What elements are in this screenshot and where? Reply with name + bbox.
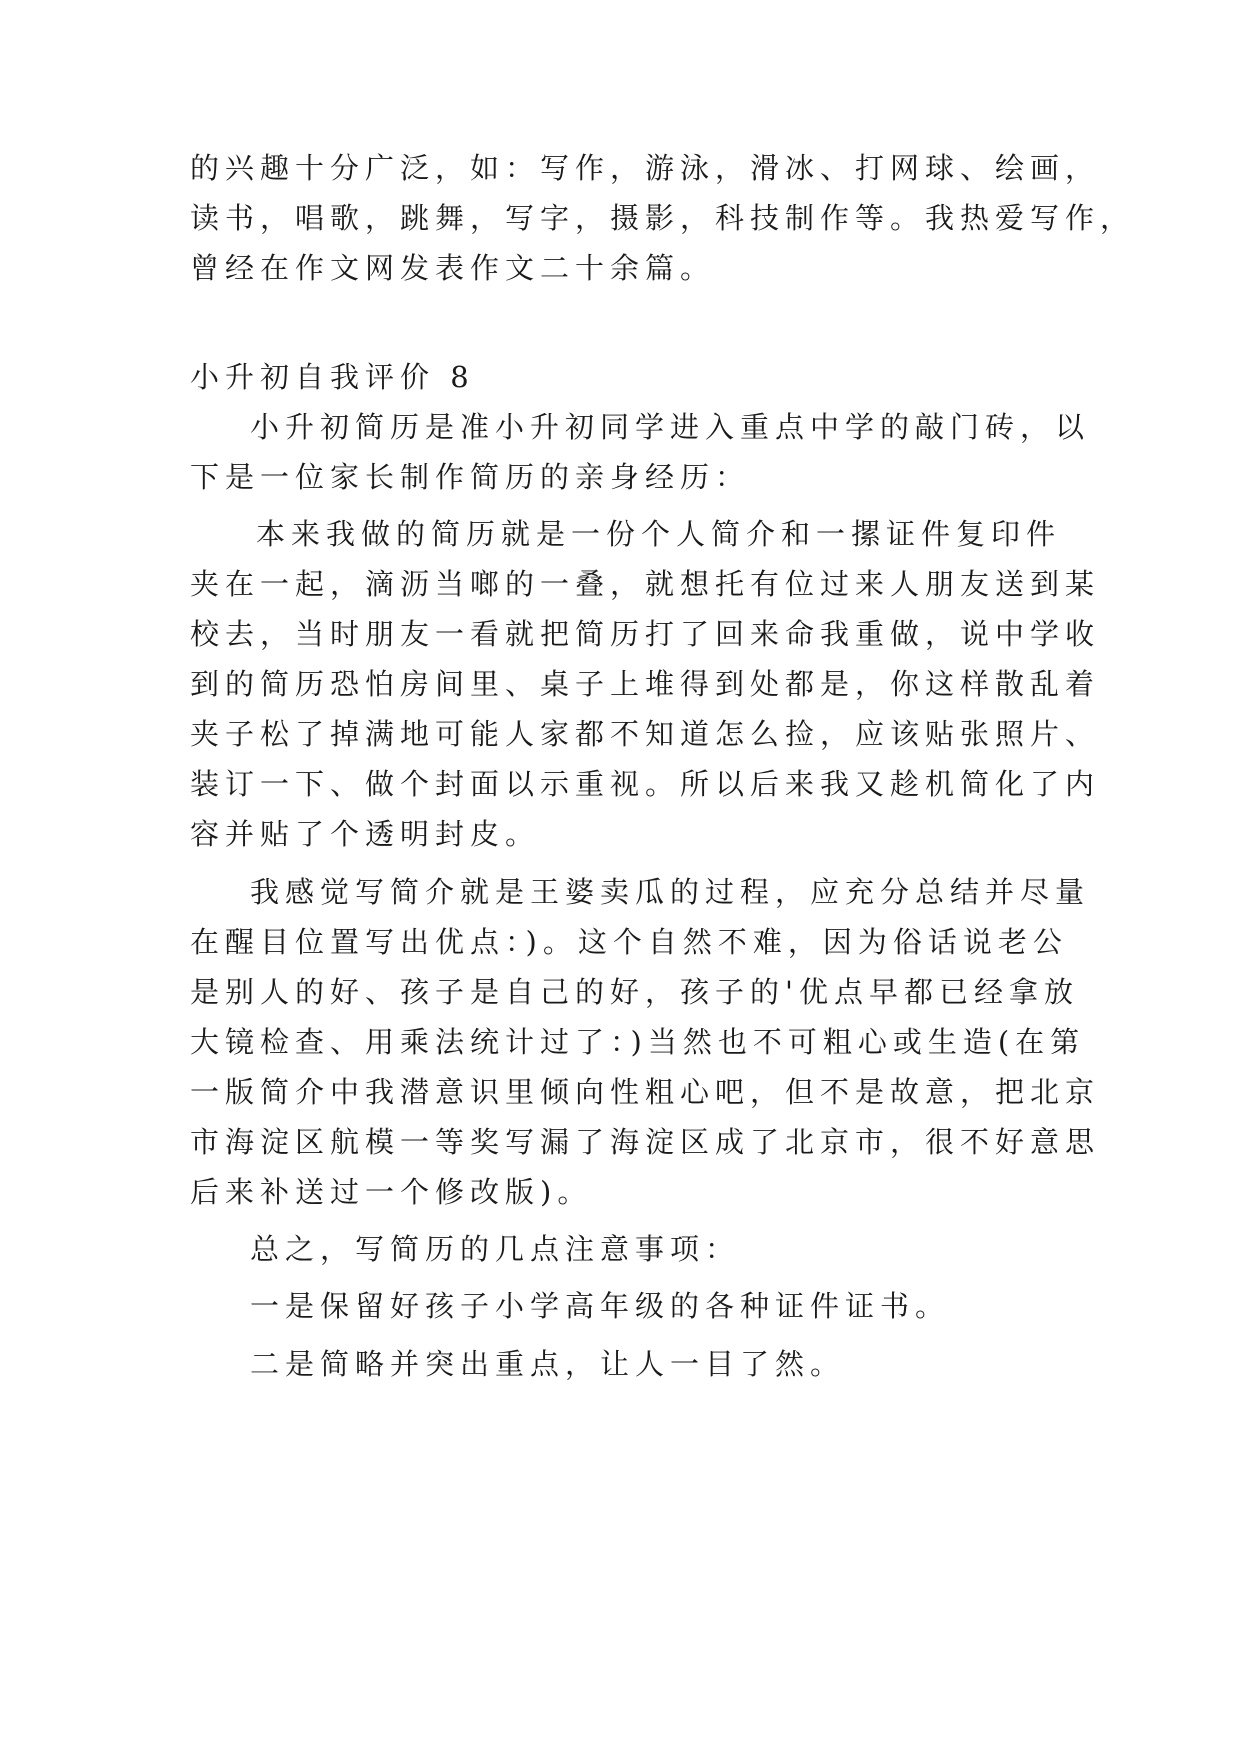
section-title: 小升初自我评价 8 (190, 360, 475, 394)
paragraph4-line-1: 总之，写简历的几点注意事项： (250, 1232, 741, 1266)
paragraph2-line-2: 夹在一起，滴沥当啷的一叠，就想托有位过来人朋友送到某 (190, 567, 1101, 601)
paragraph2-line-5: 夹子松了掉满地可能人家都不知道怎么捡，应该贴张照片、 (190, 717, 1101, 751)
paragraph3-line-1: 我感觉写简介就是王婆卖瓜的过程，应充分总结并尽量 (250, 875, 1091, 909)
intro-line-1: 的兴趣十分广泛，如：写作，游泳，滑冰、打网球、绘画， (190, 151, 1101, 185)
paragraph2-line-7: 容并贴了个透明封皮。 (190, 817, 541, 851)
paragraph3-line-3: 是别人的好、孩子是自己的好，孩子的'优点早都已经拿放 (190, 975, 1079, 1009)
paragraph2-line-6: 装订一下、做个封面以示重视。所以后来我又趁机简化了内 (190, 767, 1101, 801)
paragraph2-line-4: 到的简历恐怕房间里、桌子上堆得到处都是，你这样散乱着 (190, 667, 1101, 701)
paragraph5-line-1: 一是保留好孩子小学高年级的各种证件证书。 (250, 1289, 951, 1323)
intro-line-2: 读书，唱歌，跳舞，写字，摄影，科技制作等。我热爱写作， (190, 201, 1136, 235)
paragraph3-line-6: 市海淀区航模一等奖写漏了海淀区成了北京市，很不好意思 (190, 1125, 1101, 1159)
paragraph2-line-3: 校去，当时朋友一看就把简历打了回来命我重做，说中学收 (190, 617, 1101, 651)
paragraph6-line-1: 二是简略并突出重点，让人一目了然。 (250, 1347, 846, 1381)
paragraph3-line-4: 大镜检查、用乘法统计过了：)当然也不可粗心或生造(在第 (190, 1025, 1086, 1059)
paragraph3-line-2: 在醒目位置写出优点：)。这个自然不难，因为俗话说老公 (190, 925, 1068, 959)
paragraph1-line-1: 小升初简历是准小升初同学进入重点中学的敲门砖，以 (250, 410, 1091, 444)
paragraph3-line-5: 一版简介中我潜意识里倾向性粗心吧，但不是故意，把北京 (190, 1075, 1101, 1109)
paragraph3-line-7: 后来补送过一个修改版)。 (190, 1175, 593, 1209)
paragraph2-line-1: 本来我做的简历就是一份个人简介和一摞证件复印件 (256, 517, 1062, 551)
paragraph1-line-2: 下是一位家长制作简历的亲身经历： (190, 460, 751, 494)
intro-line-3: 曾经在作文网发表作文二十余篇。 (190, 251, 716, 285)
